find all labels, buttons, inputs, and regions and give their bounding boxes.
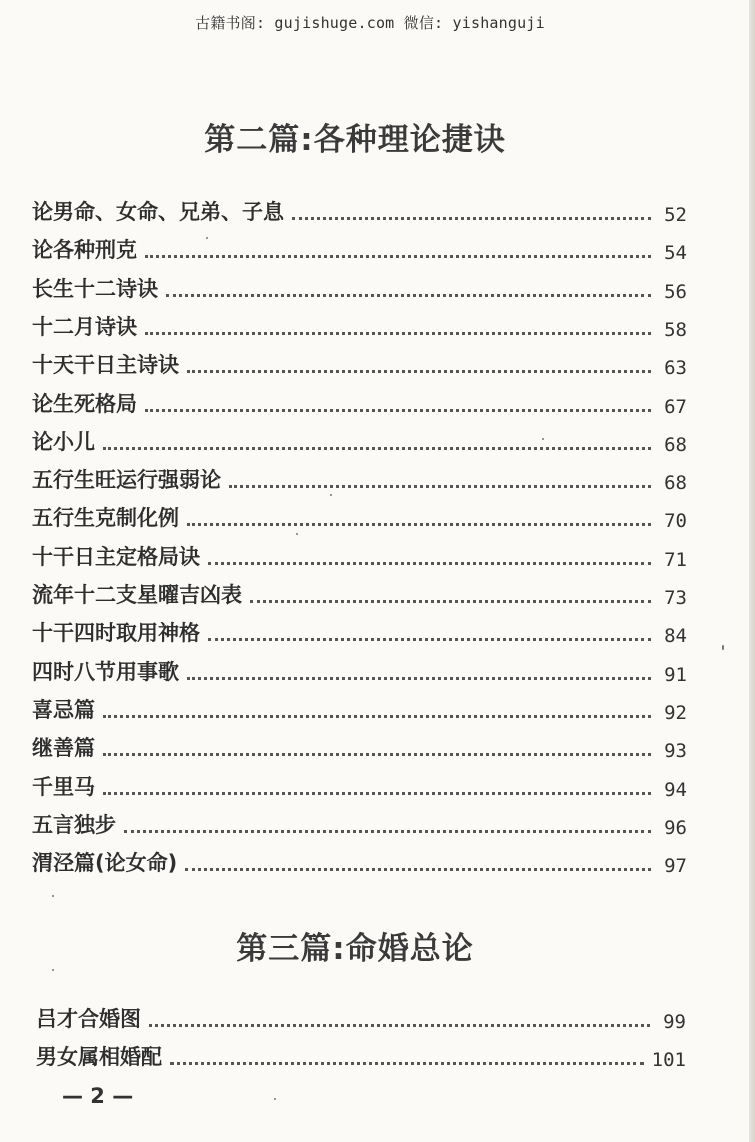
toc-entry-title: 渭泾篇(论女命) — [32, 851, 178, 876]
toc-entry-page-number: 96 — [664, 816, 687, 839]
scan-speck — [330, 494, 332, 496]
toc-entry-page-number: 58 — [664, 318, 687, 341]
page-edge-shadow — [749, 0, 755, 1142]
toc-entry-title: 五言独步 — [32, 812, 116, 837]
toc-entry — [32, 273, 687, 303]
toc-entry-page-number: 92 — [664, 701, 687, 724]
toc-entry-page-number: 68 — [664, 472, 687, 495]
toc-dot-leader — [208, 638, 651, 641]
toc-entry — [32, 694, 687, 724]
toc-dot-leader — [103, 715, 651, 718]
toc-entry — [32, 234, 687, 264]
toc-entry — [32, 771, 687, 801]
toc-dot-leader — [250, 600, 651, 603]
toc-dot-leader — [229, 485, 651, 488]
toc-entry-title: 流年十二支星曜吉凶表 — [32, 583, 242, 607]
toc-entry-page-number: 56 — [664, 280, 687, 303]
toc-entry-title: 论小儿 — [32, 429, 95, 454]
toc-entry-page-number: 97 — [664, 855, 687, 878]
scan-speck — [52, 969, 54, 971]
toc-dot-leader — [170, 1062, 644, 1065]
toc-dot-leader — [103, 753, 651, 756]
toc-dot-leader — [292, 217, 651, 220]
toc-entry-page-number: 84 — [664, 625, 687, 648]
toc-entry — [32, 196, 687, 226]
toc-entry — [32, 541, 687, 571]
toc-entry — [32, 311, 687, 341]
toc-entry-title: 男女属相婚配 — [36, 1045, 162, 1069]
toc-entry-page-number: 67 — [664, 395, 687, 418]
toc-entry — [36, 1041, 686, 1071]
scan-speck — [52, 895, 54, 897]
toc-entry-title: 长生十二诗诀 — [32, 276, 158, 301]
toc-entry-title: 论各种刑克 — [32, 238, 137, 263]
toc-entry-page-number: 52 — [664, 204, 687, 226]
toc-dot-leader — [187, 523, 651, 526]
scan-speck — [296, 533, 298, 535]
toc-dot-leader — [103, 447, 651, 450]
toc-entry-title: 五行生克制化例 — [32, 506, 179, 531]
scan-speck — [722, 645, 724, 650]
scan-speck — [206, 237, 208, 239]
toc-entry-page-number: 54 — [664, 242, 687, 265]
toc-entry-title: 十二月诗诀 — [32, 314, 137, 339]
toc-entry-title: 千里马 — [32, 774, 95, 799]
toc-dot-leader — [166, 294, 651, 297]
toc-dot-leader — [185, 868, 651, 871]
toc-entry — [32, 809, 687, 839]
toc-entry-page-number: 101 — [651, 1049, 686, 1071]
toc-entry — [32, 388, 687, 418]
toc-entry — [36, 1003, 686, 1033]
toc-entry-title: 喜忌篇 — [32, 697, 95, 722]
toc-entry-page-number: 68 — [664, 433, 687, 456]
toc-entry — [32, 464, 687, 494]
toc-entry-title: 十干日主定格局诀 — [32, 544, 200, 569]
toc-entry-title: 十干四时取用神格 — [32, 621, 200, 646]
section-3-title: 第三篇:命婚总论 — [236, 931, 474, 967]
toc-entry-title: 五行生旺运行强弱论 — [32, 468, 221, 493]
toc-dot-leader — [187, 370, 651, 373]
toc-entry — [32, 502, 687, 532]
toc-entry — [32, 579, 687, 609]
toc-dot-leader — [103, 792, 651, 795]
toc-entry-title: 四时八节用事歌 — [32, 659, 179, 684]
toc-entry-title: 论男命、女命、兄弟、子息 — [32, 200, 284, 224]
toc-dot-leader — [149, 1024, 650, 1027]
toc-dot-leader — [124, 830, 651, 833]
scan-speck — [274, 1098, 276, 1100]
toc-dot-leader — [145, 255, 651, 258]
toc-entry — [32, 349, 687, 379]
section-2-title: 第二篇:各种理论捷诀 — [204, 122, 506, 158]
watermark-header: 古籍书阁: gujishuge.com 微信: yishanguji — [195, 14, 545, 32]
toc-entry-page-number: 99 — [663, 1011, 686, 1033]
toc-entry-page-number: 70 — [664, 510, 687, 533]
toc-entry-page-number: 71 — [664, 548, 687, 571]
toc-entry — [32, 617, 687, 647]
toc-entry-title: 论生死格局 — [32, 391, 137, 416]
page-number: — 2 — — [62, 1084, 134, 1108]
toc-dot-leader — [145, 332, 651, 335]
toc-entry — [32, 847, 687, 877]
toc-entry-page-number: 94 — [664, 778, 687, 801]
toc-entry — [32, 656, 687, 686]
toc-entry-title: 十天干日主诗诀 — [32, 353, 179, 378]
toc-entry-page-number: 63 — [664, 357, 687, 380]
toc-entry-page-number: 73 — [664, 587, 687, 609]
toc-dot-leader — [187, 677, 651, 680]
toc-dot-leader — [145, 409, 651, 412]
toc-entry — [32, 732, 687, 762]
scan-speck — [542, 438, 544, 440]
toc-entry-title: 继善篇 — [32, 736, 95, 761]
toc-entry-title: 吕才合婚图 — [36, 1007, 141, 1031]
toc-dot-leader — [208, 562, 651, 565]
toc-entry — [32, 426, 687, 456]
toc-entry-page-number: 91 — [664, 663, 687, 686]
toc-entry-page-number: 93 — [664, 740, 687, 763]
